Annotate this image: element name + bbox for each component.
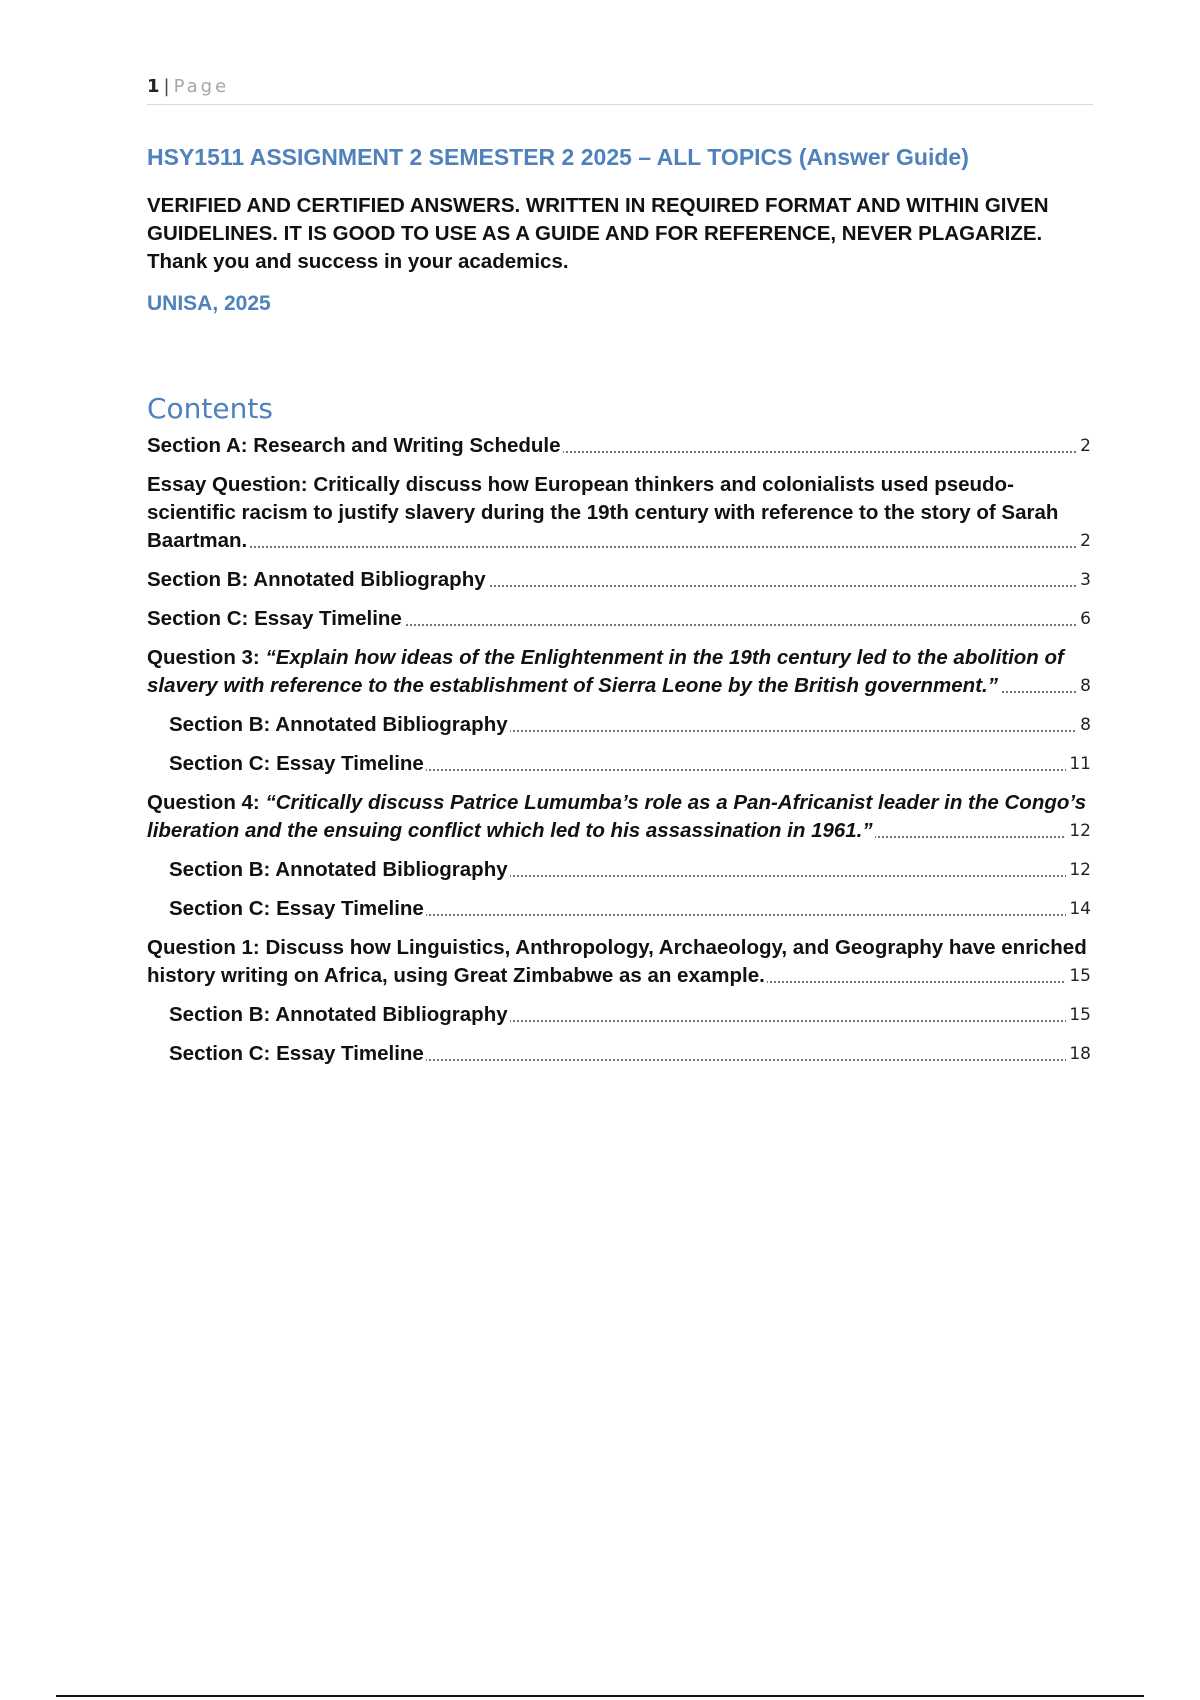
toc-page-number: 2 bbox=[1077, 527, 1091, 555]
toc-entry-text: Section C: Essay Timeline bbox=[169, 1042, 424, 1065]
toc-entry-essay-question[interactable] bbox=[147, 471, 1091, 555]
toc-page-number: 8 bbox=[1077, 672, 1091, 700]
toc-entry-section-b[interactable] bbox=[147, 566, 1091, 594]
toc-page-number: 14 bbox=[1066, 895, 1091, 923]
toc-page-number: 2 bbox=[1077, 432, 1091, 460]
toc-entry-text: “Explain how ideas of the Enlightenment in the 19th century led to the abolition of slavery with reference to the establishment of Sierra Leone by the British government.” bbox=[147, 646, 1064, 697]
toc-page-number: 11 bbox=[1066, 750, 1091, 778]
toc-entry-text: Section B: Annotated Bibliography bbox=[169, 858, 508, 881]
toc-page-number: 6 bbox=[1077, 605, 1091, 633]
toc-entry-prefix: Question 4: bbox=[147, 791, 266, 814]
toc-entry-text: Section C: Essay Timeline bbox=[147, 607, 402, 630]
toc-page-number: 12 bbox=[1066, 856, 1091, 884]
institution-label: UNISA, 2025 bbox=[147, 292, 271, 315]
toc-entry-text: Essay Question: Critically discuss how European thinkers and colonialists used pseudo-scientific racism to justify slavery during the 19th century with reference to the story of Sarah Baartman. bbox=[147, 473, 1059, 552]
toc-page-number: 15 bbox=[1066, 1001, 1091, 1029]
toc-entry-q4-section-c[interactable] bbox=[169, 895, 1091, 923]
toc-entry-question-3[interactable] bbox=[147, 644, 1091, 700]
toc-entry-text: Section C: Essay Timeline bbox=[169, 897, 424, 920]
toc-entry-text: “Critically discuss Patrice Lumumba’s role as a Pan-Africanist leader in the Congo’s liberation and the ensuing conflict which led to his assassination in 1961.” bbox=[147, 791, 1087, 842]
toc-entry-q1-section-c[interactable] bbox=[169, 1040, 1091, 1068]
toc-entry-text: Section B: Annotated Bibliography bbox=[147, 568, 486, 591]
toc-entry-q3-section-c[interactable] bbox=[169, 750, 1091, 778]
toc-entry-question-1[interactable] bbox=[147, 934, 1091, 990]
toc-entry-q4-section-b[interactable] bbox=[169, 856, 1091, 884]
toc-entry-text: Section B: Annotated Bibliography bbox=[169, 713, 508, 736]
toc-page-number: 18 bbox=[1066, 1040, 1091, 1068]
document-title: HSY1511 ASSIGNMENT 2 SEMESTER 2 2025 – ALL TOPICS (Answer Guide) bbox=[147, 144, 969, 170]
toc-entry-q1-section-b[interactable] bbox=[169, 1001, 1091, 1029]
toc-entry-text: Section C: Essay Timeline bbox=[169, 752, 424, 775]
toc-entry-text: Question 1: Discuss how Linguistics, Anthropology, Archaeology, and Geography have enriched history writing on Africa, using Great Zimbabwe as an example. bbox=[147, 936, 1087, 987]
toc-entry-section-a[interactable] bbox=[147, 432, 1091, 460]
table-of-contents bbox=[147, 432, 1091, 1079]
toc-entry-q3-section-b[interactable] bbox=[169, 711, 1091, 739]
toc-page-number: 8 bbox=[1077, 711, 1091, 739]
document-intro: VERIFIED AND CERTIFIED ANSWERS. WRITTEN IN REQUIRED FORMAT AND WITHIN GIVEN GUIDELINES. IT IS GOOD TO USE AS A GUIDE AND FOR REFERENCE, NEVER PLAGARIZE. Thank you and success in your academics. bbox=[147, 194, 1049, 273]
page-number: 1 bbox=[147, 76, 160, 97]
footer-rule bbox=[56, 1695, 1144, 1697]
toc-entry-text: Section A: Research and Writing Schedule bbox=[147, 434, 561, 457]
toc-entry-text: Section B: Annotated Bibliography bbox=[169, 1003, 508, 1026]
toc-heading: Contents bbox=[147, 392, 273, 425]
page-separator: | bbox=[163, 76, 170, 97]
toc-page-number: 3 bbox=[1077, 566, 1091, 594]
toc-entry-prefix: Question 3: bbox=[147, 646, 266, 669]
toc-entry-section-c[interactable] bbox=[147, 605, 1091, 633]
toc-page-number: 12 bbox=[1066, 817, 1091, 845]
toc-page-number: 15 bbox=[1066, 962, 1091, 990]
page-word: Page bbox=[173, 76, 230, 97]
page-header bbox=[147, 76, 1093, 105]
toc-entry-question-4[interactable] bbox=[147, 789, 1091, 845]
toc-leader-dots bbox=[147, 546, 1091, 548]
